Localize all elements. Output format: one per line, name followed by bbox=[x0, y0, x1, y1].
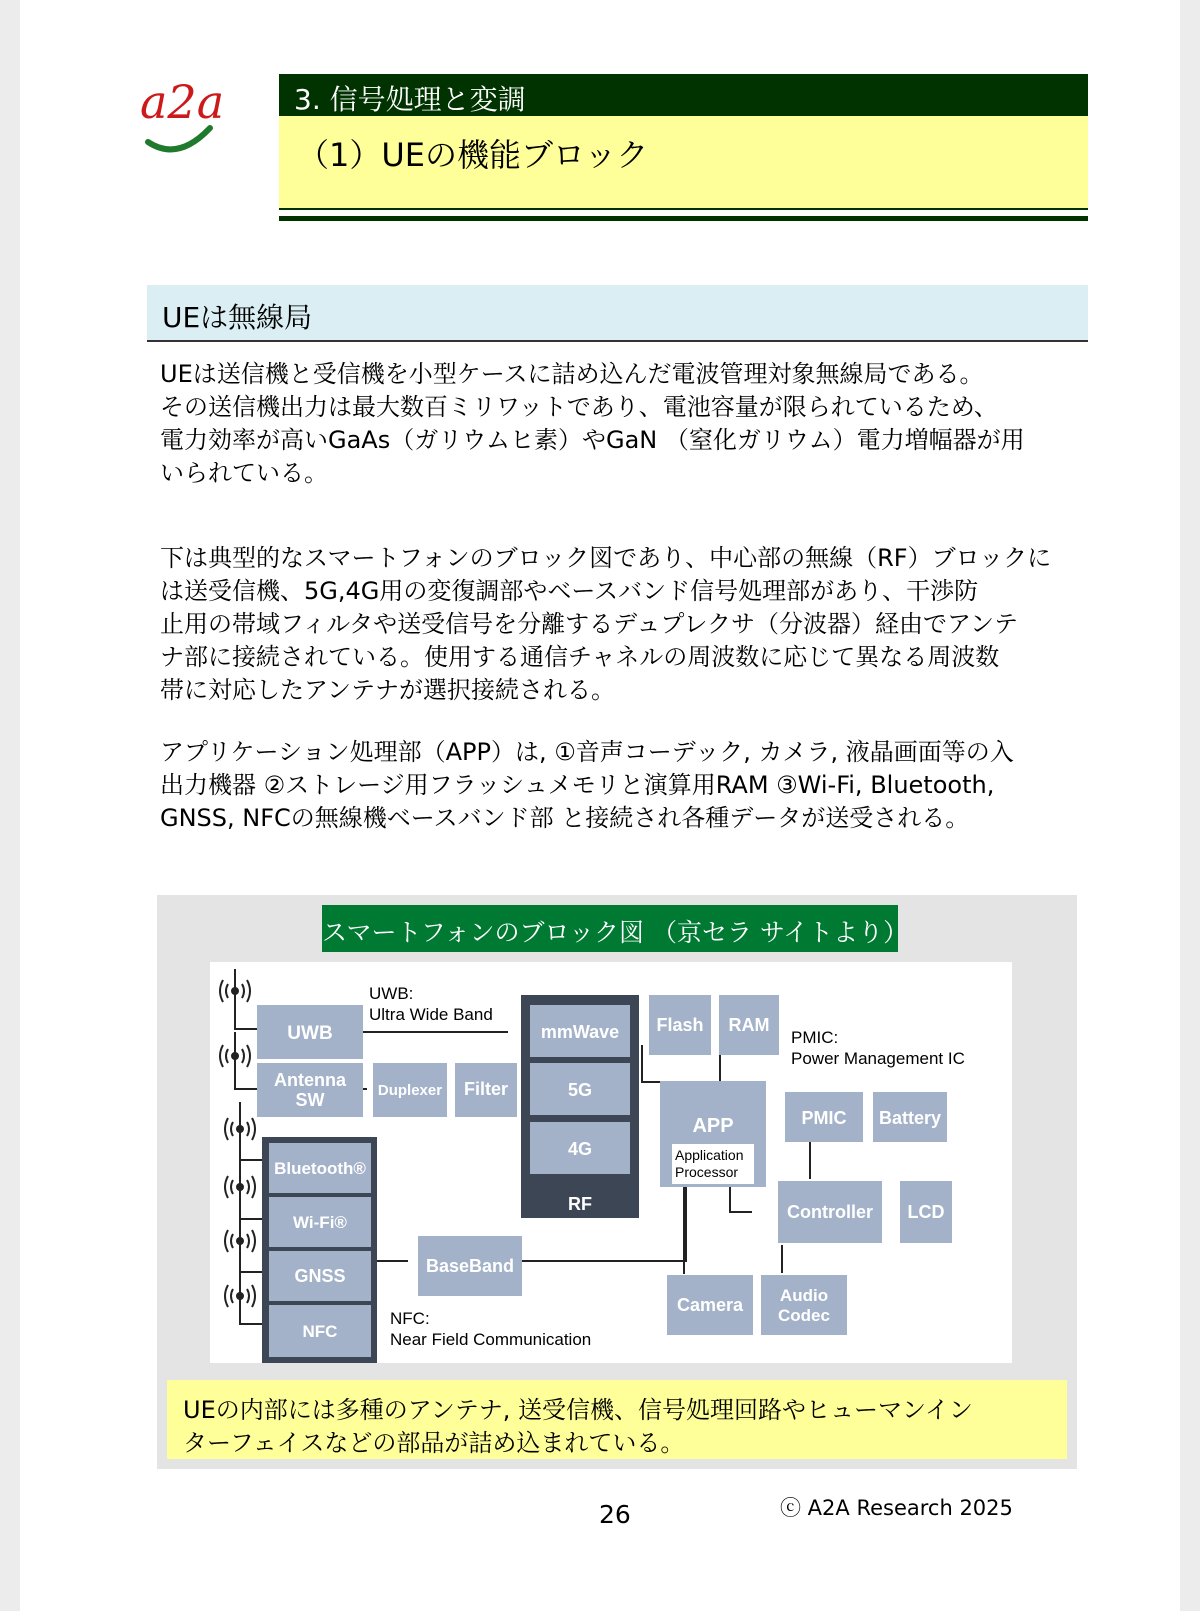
title-rule-thick bbox=[279, 216, 1088, 221]
duplexer-label: Duplexer bbox=[377, 1082, 443, 1099]
chapter-title: 3. 信号処理と変調 bbox=[294, 83, 526, 116]
battery-label: Battery bbox=[878, 1108, 942, 1128]
right-margin bbox=[1180, 0, 1200, 1611]
uwb-block-label: UWB bbox=[287, 1023, 333, 1044]
paragraph-1 bbox=[160, 358, 1080, 490]
pmic-note-1: PMIC: bbox=[791, 1028, 839, 1047]
app-label: APP bbox=[692, 1115, 734, 1137]
gnss-label: GNSS bbox=[294, 1266, 346, 1286]
paragraph-line: UEは送信機と受信機を小型ケースに詰め込んだ電波管理対象無線局である。 bbox=[160, 360, 984, 388]
rf-label: RF bbox=[568, 1194, 592, 1214]
chapter-banner bbox=[279, 74, 1088, 116]
paragraph-line: 止用の帯域フィルタや送受信号を分離するデュプレクサ（分波器）経由でアンテ bbox=[160, 610, 1018, 638]
audio-codec-label-1: Audio bbox=[779, 1286, 829, 1305]
paragraph-line: は送受信機、5G,4G用の変復調部やベースバンド信号処理部があり、干渉防 bbox=[160, 577, 979, 605]
bluetooth-label: Bluetooth® bbox=[274, 1159, 366, 1178]
audio-codec-block bbox=[761, 1275, 847, 1335]
figure-caption-banner bbox=[322, 905, 909, 952]
paragraph-2 bbox=[160, 542, 1080, 707]
smartphone-block-diagram bbox=[210, 962, 1012, 1363]
logo-text: a2a bbox=[140, 75, 225, 129]
ram-label: RAM bbox=[728, 1015, 770, 1035]
audio-codec-label-2: Codec bbox=[778, 1306, 830, 1325]
app-sub-label-2: Processor bbox=[675, 1164, 739, 1180]
app-sub-label bbox=[675, 1147, 744, 1180]
antenna-sw-label-2: SW bbox=[295, 1090, 325, 1110]
title-rule-thin bbox=[279, 208, 1088, 210]
summary-note bbox=[167, 1380, 1067, 1459]
paragraph-3 bbox=[160, 736, 1080, 835]
wifi-label: Wi-Fi® bbox=[293, 1213, 347, 1232]
page-number: 26 bbox=[599, 1500, 631, 1529]
baseband-label: BaseBand bbox=[425, 1256, 515, 1276]
pmic-label: PMIC bbox=[801, 1108, 847, 1128]
camera-label: Camera bbox=[676, 1295, 744, 1315]
paragraph-line: GNSS, NFCの無線機ベースバンド部 と接続され各種データが送受される。 bbox=[160, 804, 970, 832]
lcd-label: LCD bbox=[907, 1202, 945, 1222]
section-heading bbox=[147, 285, 1088, 342]
uwb-note-2: Ultra Wide Band bbox=[369, 1005, 493, 1024]
4g-label: 4G bbox=[567, 1139, 593, 1159]
pmic-note-2: Power Management IC bbox=[791, 1049, 965, 1068]
paragraph-line: 電力効率が高いGaAs（ガリウムヒ素）やGaN （窒化ガリウム）電力増幅器が用 bbox=[160, 426, 1025, 454]
controller-label: Controller bbox=[786, 1202, 874, 1222]
mmwave-label: mmWave bbox=[540, 1022, 620, 1042]
filter-label: Filter bbox=[463, 1079, 509, 1099]
section-title: UEは無線局 bbox=[162, 301, 313, 334]
uwb-note-1: UWB: bbox=[369, 984, 414, 1003]
figure-caption: スマートフォンのブロック図 （京セラ サイトより） bbox=[322, 918, 909, 947]
a2a-logo bbox=[138, 70, 234, 158]
paragraph-line: 帯に対応したアンテナが選択接続される。 bbox=[160, 676, 616, 704]
paragraph-line: 出力機器 ②ストレージ用フラッシュメモリと演算用RAM ③Wi-Fi, Bluetooth, bbox=[160, 771, 995, 799]
app-sub-label-1: Application bbox=[675, 1147, 744, 1163]
nfc-label: NFC bbox=[302, 1322, 338, 1341]
paragraph-line: 下は典型的なスマートフォンのブロック図であり、中心部の無線（RF）ブロックに bbox=[160, 544, 1052, 572]
paragraph-line: ナ部に接続されている。使用する通信チャネルの周波数に応じて異なる周波数 bbox=[160, 643, 1000, 671]
antenna-sw-label-1: Antenna bbox=[274, 1070, 346, 1090]
paragraph-line: その送信機出力は最大数百ミリワットであり、電池容量が限られているため、 bbox=[160, 393, 998, 421]
nfc-note-1: NFC: bbox=[390, 1309, 430, 1328]
page-title: （1）UEの機能ブロック bbox=[297, 136, 649, 174]
flash-label: Flash bbox=[656, 1015, 704, 1035]
summary-line: UEの内部には多種のアンテナ, 送受信機、信号処理回路やヒューマンイン bbox=[183, 1396, 973, 1424]
paragraph-line: いられている。 bbox=[160, 459, 328, 487]
5g-label: 5G bbox=[567, 1080, 593, 1100]
logo-swoosh bbox=[148, 128, 210, 149]
left-margin bbox=[0, 0, 20, 1611]
title-banner bbox=[279, 116, 1088, 208]
nfc-note-2: Near Field Communication bbox=[390, 1330, 592, 1349]
copyright: ⓒ A2A Research 2025 bbox=[780, 1496, 1013, 1520]
summary-line: ターフェイスなどの部品が詰め込まれている。 bbox=[183, 1429, 685, 1457]
paragraph-line: アプリケーション処理部（APP）は, ①音声コーデック, カメラ, 液晶画面等の入 bbox=[160, 738, 1014, 766]
